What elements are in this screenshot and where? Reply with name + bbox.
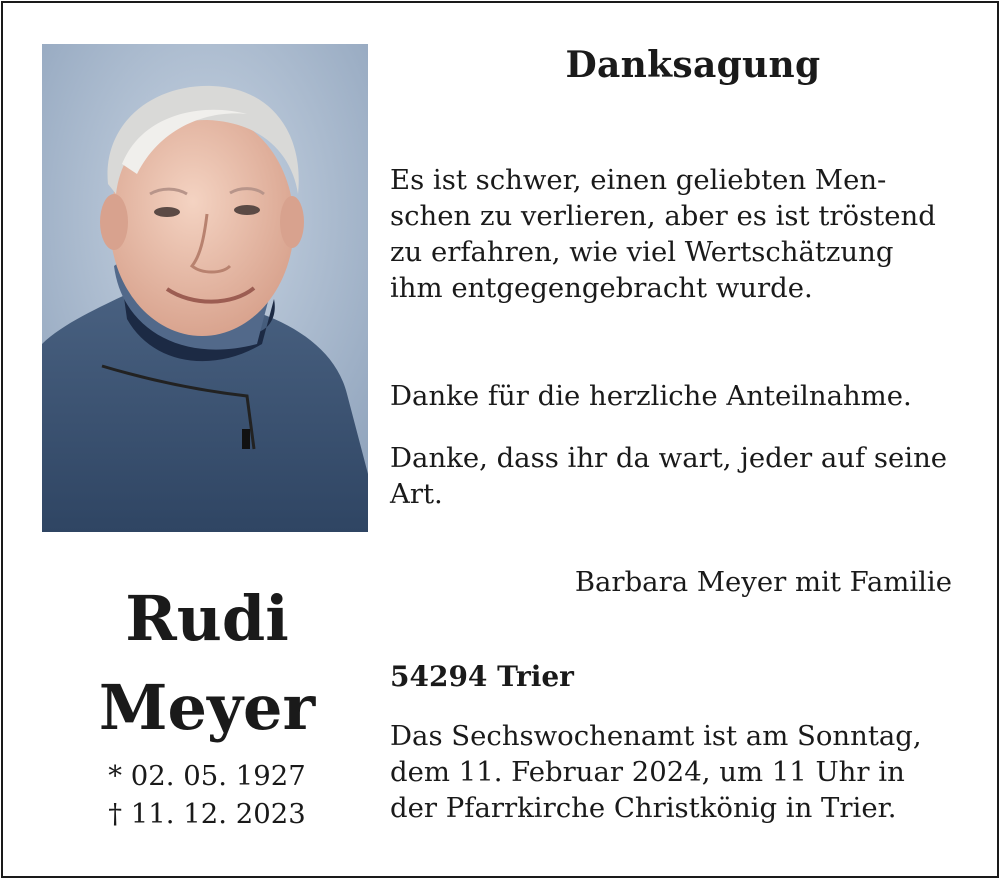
paragraph-line: Danke, dass ihr da wart, jeder auf seine [390, 442, 948, 474]
signature: Barbara Meyer mit Familie [574, 566, 952, 598]
service-paragraph [390, 718, 960, 826]
notice-title: Danksagung [565, 44, 821, 86]
paragraph-line: Art. [390, 478, 443, 510]
paragraph-line: dem 11. Februar 2024, um 11 Uhr in [390, 756, 905, 788]
portrait-illustration [42, 44, 368, 532]
location: 54294 Trier [390, 660, 574, 693]
birth-date: * 02. 05. 1927 [108, 760, 306, 792]
last-name: Meyer [98, 671, 316, 744]
thanks-presence-paragraph [390, 440, 960, 512]
first-name: Rudi [125, 582, 289, 655]
paragraph-line: Danke für die herzliche Anteilnahme. [390, 380, 912, 412]
paragraph-line: der Pfarrkirche Christkönig in Trier. [390, 792, 897, 824]
paragraph-line: schen zu verlieren, aber es ist tröstend [390, 200, 936, 232]
condolence-paragraph [390, 162, 960, 306]
paragraph-line: Es ist schwer, einen geliebten Men- [390, 164, 887, 196]
paragraph-line: Das Sechswochenamt ist am Sonntag, [390, 720, 922, 752]
paragraph-line: ihm entgegengebracht wurde. [390, 272, 813, 304]
thanks-paragraph [390, 378, 960, 414]
paragraph-line: zu erfahren, wie viel Wertschätzung [390, 236, 894, 268]
death-date: † 11. 12. 2023 [108, 798, 306, 830]
portrait-photo [42, 44, 368, 532]
